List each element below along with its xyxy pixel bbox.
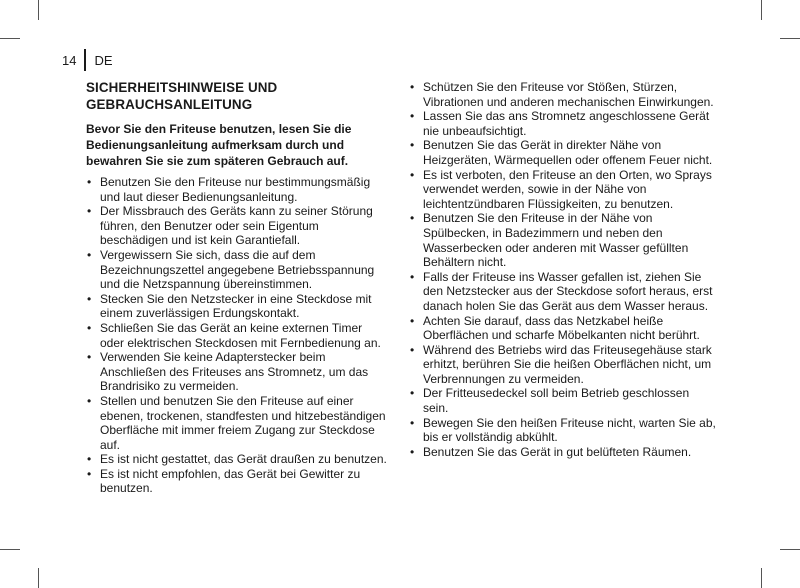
list-item: • Benutzen Sie den Friteuse in der Nähe von Spülbecken, in Badezimmern und neben den Wasserbecken oder anderen mit Wasser gefüllten Behältern nicht.: [409, 211, 717, 269]
crop-mark: [0, 38, 20, 39]
crop-mark: [761, 568, 762, 588]
list-item: • Schützen Sie den Friteuse vor Stößen, Stürzen, Vibrationen und anderen mechanischen Einwirkungen.: [409, 80, 717, 109]
list-item: • Benutzen Sie das Gerät in gut belüfteten Räumen.: [409, 445, 717, 460]
crop-mark: [761, 0, 762, 20]
list-item: • Es ist nicht empfohlen, das Gerät bei Gewitter zu benutzen.: [86, 467, 388, 496]
list-item: • Stecken Sie den Netzstecker in eine Steckdose mit einem zuverlässigen Erdungskontakt.: [86, 292, 388, 321]
list-item: • Verwenden Sie keine Adapterstecker beim Anschließen des Friteuses ans Stromnetz, um das Brandrisiko zu vermeiden.: [86, 350, 388, 394]
page-header: [62, 51, 113, 69]
safety-list-right: [409, 80, 717, 459]
intro-text: Bevor Sie den Friteuse benutzen, lesen Sie die Bedienungsanleitung aufmerksam durch und bewahren Sie sie zum späteren Gebrauch auf.: [86, 122, 352, 168]
page-number: 14: [62, 52, 77, 68]
list-item: • Der Missbrauch des Geräts kann zu seiner Störung führen, den Benutzer oder sein Eigentum beschädigen und ist kein Garantiefall.: [86, 204, 388, 248]
right-column: [409, 80, 717, 459]
list-item: • Benutzen Sie den Friteuse nur bestimmungsmäßig und laut dieser Bedienungsanleitung.: [86, 175, 388, 204]
safety-list-left: [86, 175, 388, 496]
header-divider: [84, 49, 86, 71]
language-code: DE: [94, 52, 113, 68]
list-item: • Schließen Sie das Gerät an keine externen Timer oder elektrischen Steckdosen mit Fernbedienung an.: [86, 321, 388, 350]
list-item: • Benutzen Sie das Gerät in direkter Nähe von Heizgeräten, Wärmequellen oder offenem Feuer nicht.: [409, 138, 717, 167]
crop-mark: [0, 549, 20, 550]
list-item: • Achten Sie darauf, dass das Netzkabel heiße Oberflächen und scharfe Möbelkanten nicht berührt.: [409, 314, 717, 343]
crop-mark: [38, 568, 39, 588]
list-item: • Vergewissern Sie sich, dass die auf dem Bezeichnungszettel angegebene Betriebsspannung und die Netzspannung übereinstimmen.: [86, 248, 388, 292]
list-item: • Es ist nicht gestattet, das Gerät draußen zu benutzen.: [86, 452, 388, 467]
crop-mark: [780, 38, 800, 39]
list-item: • Lassen Sie das ans Stromnetz angeschlossene Gerät nie unbeaufsichtigt.: [409, 109, 717, 138]
left-column: [86, 80, 388, 496]
list-item: • Falls der Friteuse ins Wasser gefallen ist, ziehen Sie den Netzstecker aus der Steckdose sofort heraus, erst danach holen Sie das Gerät aus dem Wasser heraus.: [409, 270, 717, 314]
list-item: • Stellen und benutzen Sie den Friteuse auf einer ebenen, trockenen, standfesten und hitzebeständigen Oberfläche mit immer freiem Zugang zur Steckdose auf.: [86, 394, 388, 452]
section-title: SICHERHEITSHINWEISE UND GEBRAUCHSANLEITUNG: [86, 80, 278, 112]
list-item: • Der Fritteusedeckel soll beim Betrieb geschlossen sein.: [409, 386, 717, 415]
list-item: • Es ist verboten, den Friteuse an den Orten, wo Sprays verwendet werden, sowie in der Nähe von leichtentzündbaren Flüssigkeiten, zu benutzen.: [409, 168, 717, 212]
list-item: • Bewegen Sie den heißen Friteuse nicht, warten Sie ab, bis er vollständig abkühlt.: [409, 416, 717, 445]
list-item: • Während des Betriebs wird das Friteusegehäuse stark erhitzt, berühren Sie die heißen Oberflächen nicht, um Verbrennungen zu vermeiden.: [409, 343, 717, 387]
crop-mark: [780, 549, 800, 550]
crop-mark: [38, 0, 39, 20]
